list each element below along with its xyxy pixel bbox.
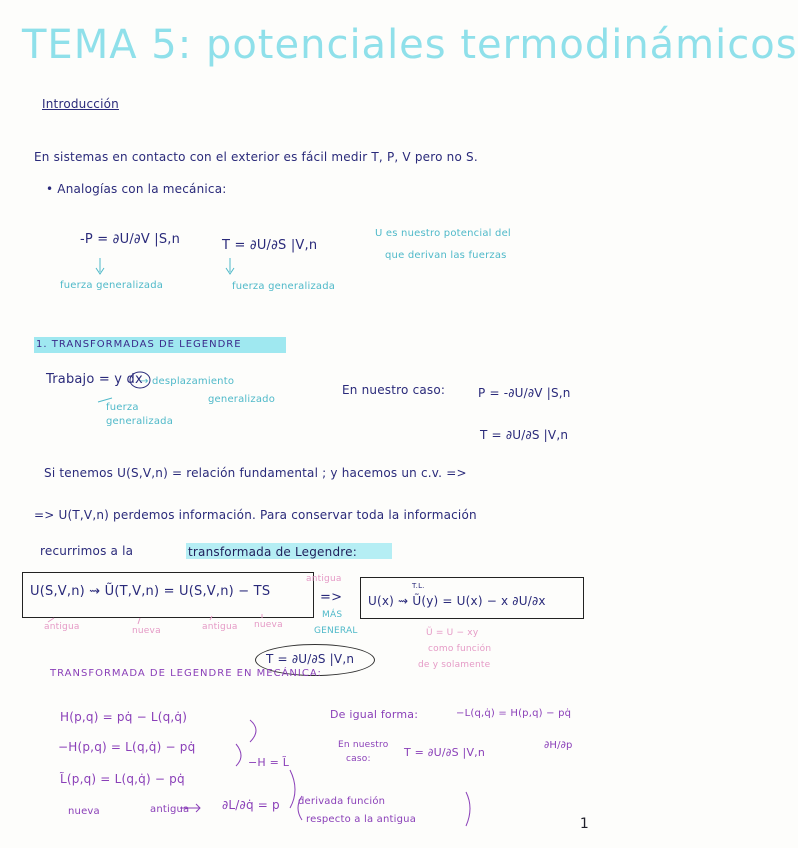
fuerza-label-2: fuerza generalizada (232, 281, 336, 292)
equation-minus-h: −H(p,q) = L(q,q̇) − pq̇ (58, 740, 196, 754)
fuerza-label-1: fuerza generalizada (60, 280, 164, 291)
tl-label: T.L. (412, 582, 425, 590)
intro-heading: Introducción (42, 97, 119, 111)
note-r-line2: como función (428, 644, 492, 654)
label-antigua-2: antigua (202, 622, 238, 632)
label-nueva-2: nueva (254, 620, 283, 630)
equation-t: T = ∂U/∂S |V,n (222, 238, 318, 253)
label-nueva: nueva (132, 626, 161, 636)
oval-equation: T = ∂U/∂S |V,n (266, 652, 355, 666)
general-equation: U(x) ⇝ Ũ(y) = U(x) − x ∂U/∂x (368, 594, 546, 608)
note-r-line1: Ũ = U − xy (426, 628, 479, 638)
legendre-equation: U(S,V,n) ⇝ Ũ(T,V,n) = U(S,V,n) − TS (30, 584, 271, 599)
fuerza-gen-line2: generalizada (106, 416, 174, 427)
dh-dp: ∂H/∂p (544, 740, 573, 751)
label-antigua: antigua (44, 622, 80, 632)
derivada-line2: respecto a la antigua (306, 814, 417, 825)
mas-general-line1: MÁS (322, 610, 343, 620)
label-antigua-m: antigua (150, 804, 190, 815)
mecanica-heading: TRANSFORMADA DE LEGENDRE EN MECÁNICA: (50, 668, 322, 679)
text-line-b: => U(T,V,n) perdemos información. Para conservar toda la información (34, 508, 477, 522)
equation-p2: P = -∂U/∂V |S,n (478, 386, 571, 400)
equation-h: H(p,q) = pq̇ − L(q,q̇) (60, 710, 188, 724)
section-heading-legendre: 1. TRANSFORMADAS DE LEGENDRE (34, 337, 286, 353)
caso-label: En nuestro caso: (342, 383, 446, 397)
igual-forma-label: De igual forma: (330, 708, 419, 721)
note-u-line2: que derivan las fuerzas (385, 250, 507, 261)
label-nueva-m: nueva (68, 806, 100, 817)
text-line-c: recurrimos a la (40, 544, 134, 558)
igual-forma-equation: −L(q,q̇) = H(p,q) − pq̇ (456, 708, 572, 719)
equation-l: L̃(p,q) = L(q,q̇) − pq̇ (60, 772, 185, 786)
page-title: TEMA 5: potenciales termodinámicos (22, 22, 798, 68)
caso2-equation: T = ∂U/∂S |V,n (404, 746, 486, 759)
derivada-line1: derivada función (298, 796, 386, 807)
note-r-line3: de y solamente (418, 660, 491, 670)
text-line-a: Si tenemos U(S,V,n) = relación fundamental ; y hacemos un c.v. => (44, 466, 467, 480)
caso2-line1: En nuestro (338, 740, 389, 750)
note-u-line1: U es nuestro potencial del (375, 228, 511, 239)
desplazamiento-line2: generalizado (208, 394, 276, 405)
desplazamiento-line1: → desplazamiento (140, 376, 235, 387)
highlight-text: transformada de Legendre: (188, 545, 357, 559)
analogias-heading: • Analogías con la mecánica: (46, 182, 227, 196)
label-antigua-top: antigua (306, 574, 342, 584)
caso2-line2: caso: (346, 754, 371, 764)
dl-equation: ∂L/∂q̇ = p (222, 798, 280, 812)
page-number: 1 (579, 816, 589, 832)
trabajo-equation: Trabajo = y dx (46, 372, 143, 387)
fuerza-gen-line1: fuerza (106, 402, 139, 413)
intro-line: En sistemas en contacto con el exterior es fácil medir T, P, V pero no S. (34, 150, 478, 164)
equation-p: -P = ∂U/∂V |S,n (80, 232, 181, 247)
implies-arrow: => (320, 590, 343, 605)
equation-t2: T = ∂U/∂S |V,n (480, 428, 569, 442)
mas-general-line2: GENERAL (314, 626, 358, 636)
h-equals-l: −H = L̃ (248, 756, 290, 769)
